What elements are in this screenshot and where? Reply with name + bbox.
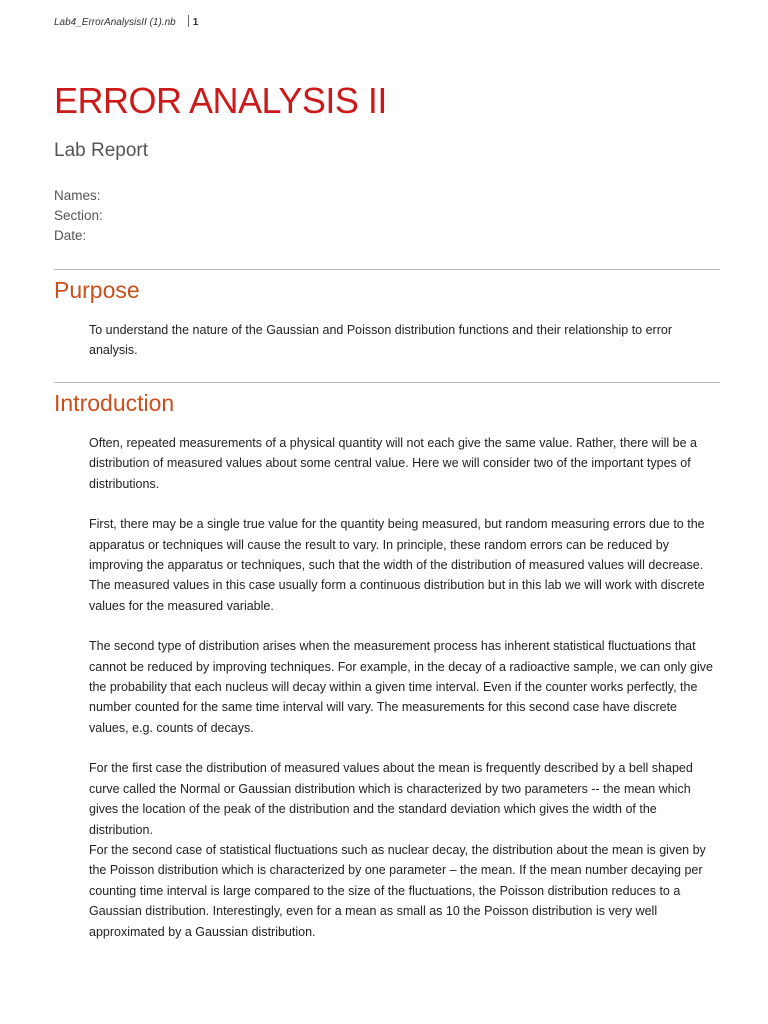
- introduction-heading: Introduction: [54, 390, 175, 416]
- date-field-label: Date:: [54, 228, 87, 243]
- header-separator: [188, 15, 189, 27]
- names-field-label: Names:: [54, 188, 101, 203]
- introduction-text-block: [89, 433, 714, 942]
- intro-paragraph: For the second case of statistical fluctuations such as nuclear decay, the distribution about the mean is given by the Poisson distribution which is characterized by one parameter – the mean. If the mean number decaying per counting time interval is large compared to the size of the fluctuations, the Poisson distribution reduces to a Gaussian distribution. Interestingly, even for a mean as small as 10 the Poisson distribution is very well approximated by a Gaussian distribution.: [89, 842, 706, 939]
- running-header: [54, 15, 198, 28]
- header-filename: Lab4_ErrorAnalysisII (1).nb: [54, 17, 176, 28]
- intro-paragraph: First, there may be a single true value for the quantity being measured, but random measuring errors due to the apparatus or techniques will cause the result to vary. In principle, these random errors can be reduced by improving the apparatus or techniques, such that the width of the distribution of measured values will decrease. The measured values in this case usually form a continuous distribution but in this lab we will work with discrete values for the measured variable.: [89, 517, 705, 613]
- section-divider: [54, 382, 720, 383]
- intro-paragraph: For the first case the distribution of measured values about the mean is frequently described by a bell shaped curve called the Normal or Gaussian distribution which is characterized by two parameters -- the mean which gives the location of the peak of the distribution and the standard deviation which gives the width of the distribution.: [89, 761, 693, 837]
- purpose-text-block: [89, 320, 714, 361]
- section-field-label: Section:: [54, 208, 103, 223]
- document-title: ERROR ANALYSIS II: [54, 80, 387, 121]
- purpose-paragraph: To understand the nature of the Gaussian and Poisson distribution functions and their relationship to error analysis.: [89, 323, 672, 358]
- section-divider: [54, 269, 720, 270]
- intro-paragraph: Often, repeated measurements of a physical quantity will not each give the same value. Rather, there will be a distribution of measured values about some central value. Here we will consider two of the important types of distributions.: [89, 436, 697, 491]
- page-number: 1: [192, 17, 199, 28]
- purpose-heading: Purpose: [54, 277, 140, 303]
- intro-paragraph: The second type of distribution arises when the measurement process has inherent statistical fluctuations that cannot be reduced by improving techniques. For example, in the decay of a radioactive sample, we can only give the probability that each nucleus will decay within a given time interval. Even if the counter works perfectly, the number counted for the same time interval will vary. The measurements for this second case have discrete values, e.g. counts of decays.: [89, 639, 713, 735]
- report-fields: [54, 186, 103, 246]
- document-subtitle: Lab Report: [54, 140, 149, 161]
